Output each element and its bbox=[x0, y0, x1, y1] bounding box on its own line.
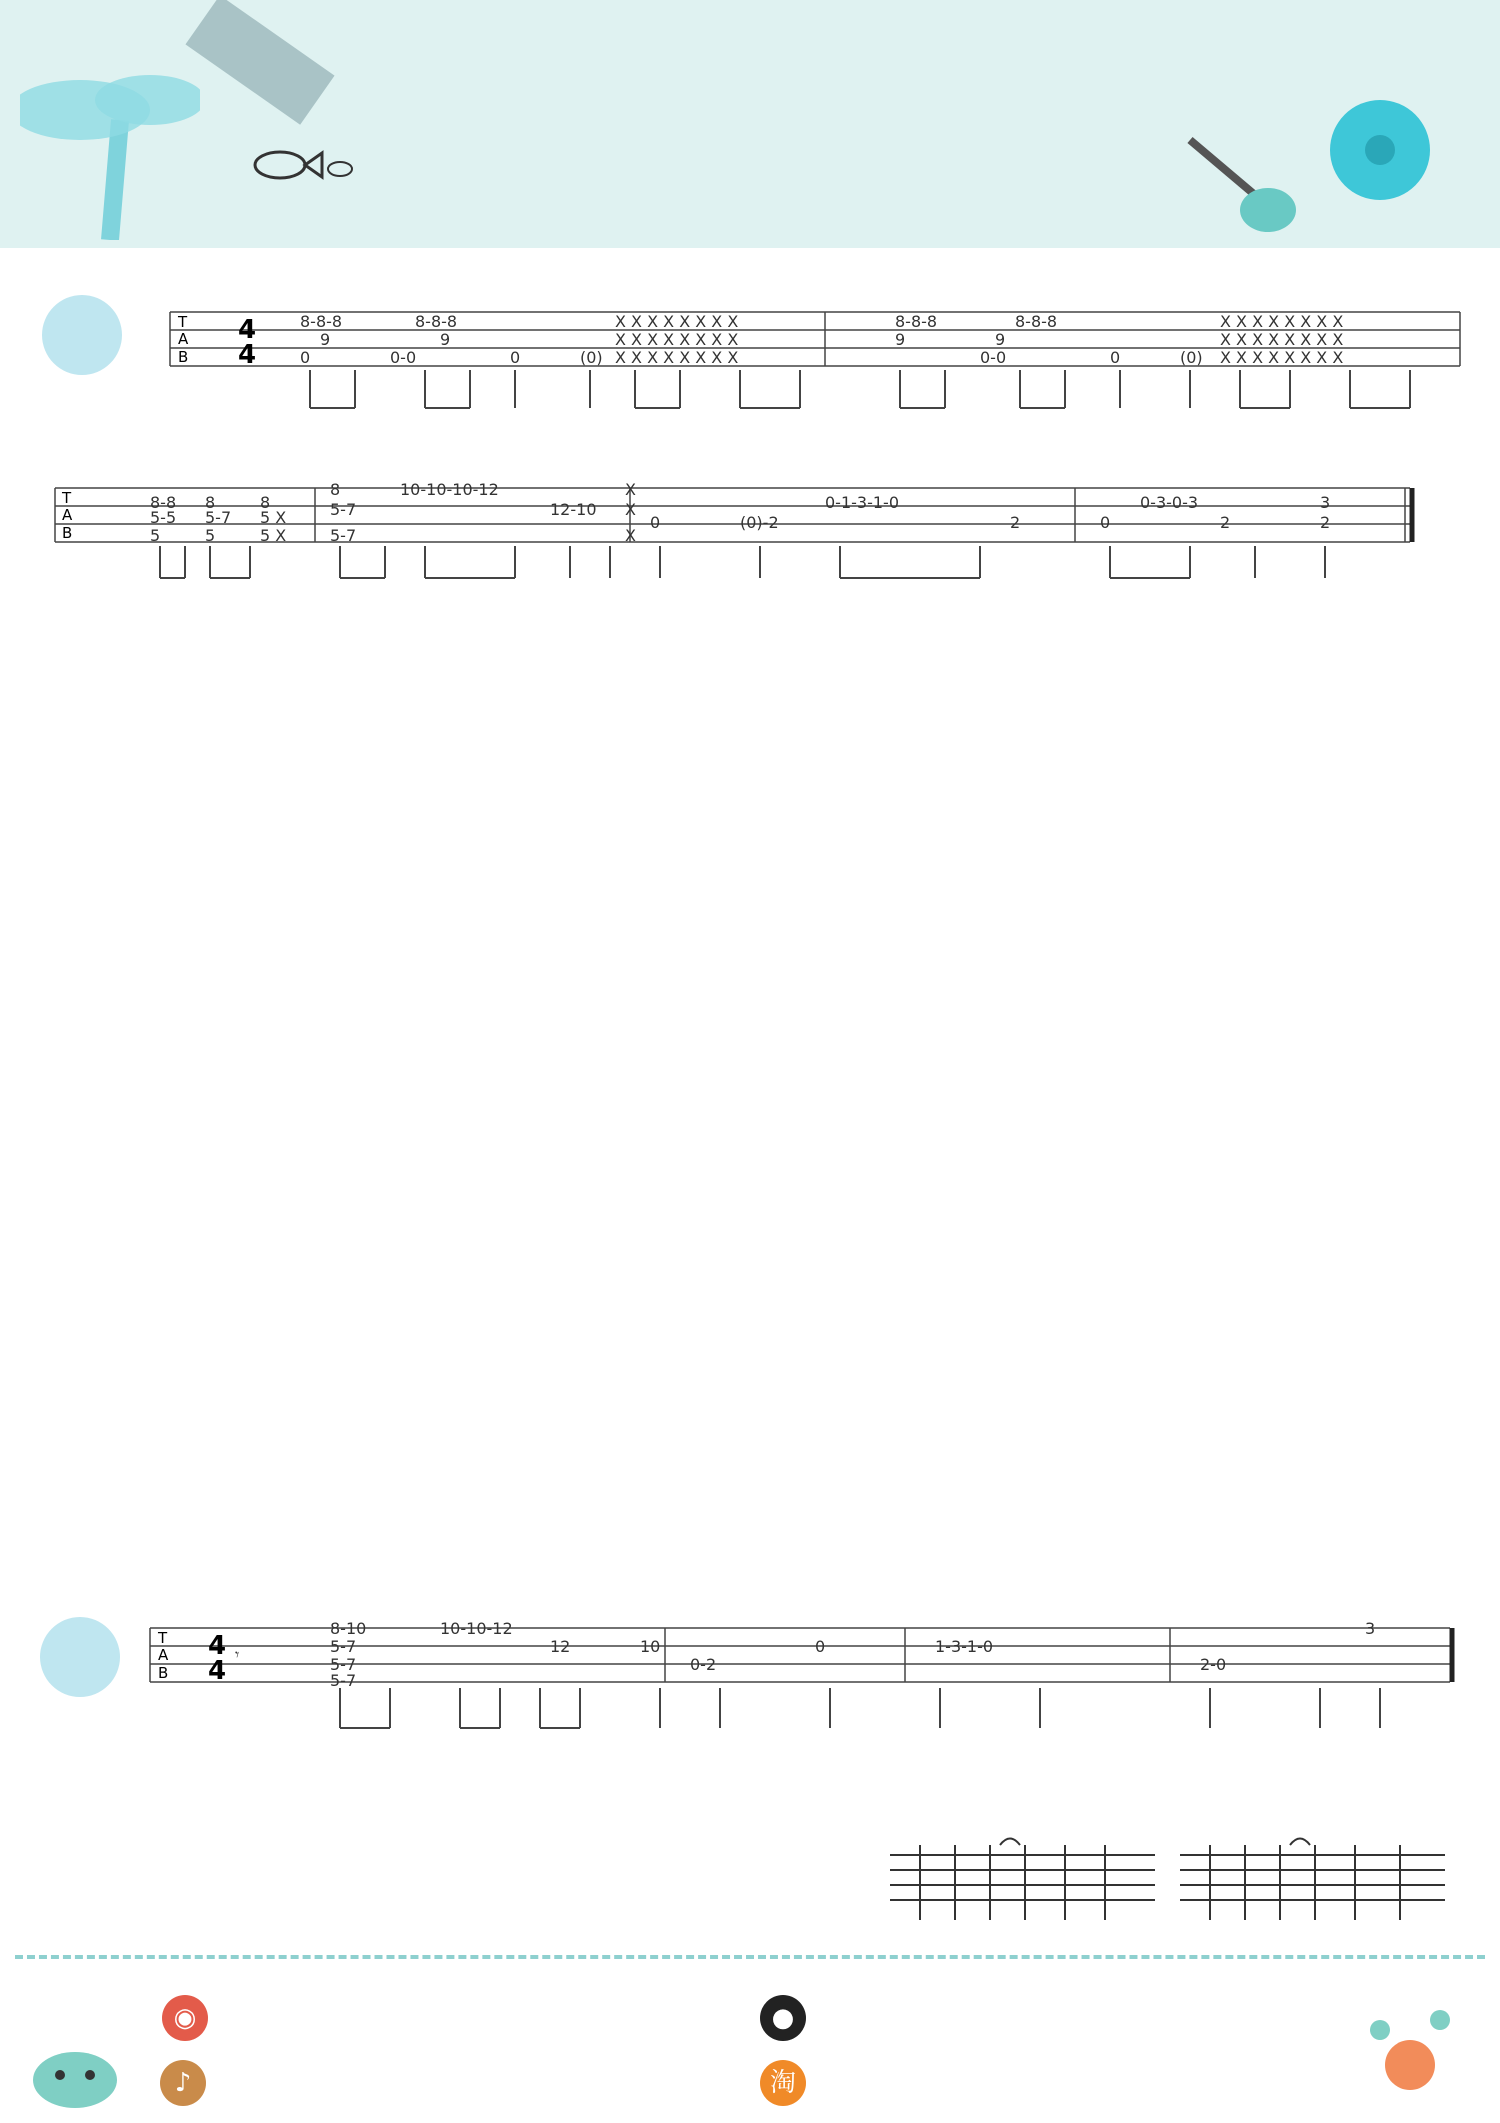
svg-text:9: 9 bbox=[995, 330, 1006, 349]
svg-text:T: T bbox=[178, 313, 188, 331]
svg-text:5-7: 5-7 bbox=[330, 1655, 357, 1674]
svg-text:10-10-10-12: 10-10-10-12 bbox=[400, 480, 499, 499]
svg-text:5: 5 bbox=[150, 526, 161, 545]
svg-text:3: 3 bbox=[1320, 493, 1331, 512]
svg-text:X X X X X X X X: X X X X X X X X bbox=[615, 312, 739, 331]
svg-text:4: 4 bbox=[238, 340, 257, 370]
intro-tab-staff-2 bbox=[50, 420, 1470, 590]
svg-text:5-7: 5-7 bbox=[330, 1637, 357, 1656]
ukulele-icon bbox=[1180, 130, 1300, 240]
svg-text:X X X X X X X X: X X X X X X X X bbox=[1220, 312, 1344, 331]
svg-text:B: B bbox=[178, 348, 189, 366]
svg-text:0: 0 bbox=[815, 1637, 826, 1656]
svg-text:A: A bbox=[62, 506, 73, 524]
svg-text:X X X X X X X X: X X X X X X X X bbox=[615, 348, 739, 367]
svg-text:0-3-0-3: 0-3-0-3 bbox=[1140, 493, 1199, 512]
fish-icon bbox=[250, 145, 360, 185]
svg-text:5-7: 5-7 bbox=[330, 1671, 357, 1690]
svg-text:T: T bbox=[62, 489, 72, 507]
svg-text:8-8-8: 8-8-8 bbox=[895, 312, 938, 331]
palm-tree-icon bbox=[20, 40, 200, 240]
svg-text:0: 0 bbox=[1100, 513, 1111, 532]
intro-tab-staff-1 bbox=[160, 260, 1470, 420]
taobao-icon: 淘 bbox=[760, 2060, 806, 2106]
svg-text:X: X bbox=[625, 480, 636, 499]
svg-text:A: A bbox=[158, 1646, 169, 1664]
svg-text:2-0: 2-0 bbox=[1200, 1655, 1227, 1674]
svg-text:X X X X X X X X: X X X X X X X X bbox=[615, 330, 739, 349]
svg-text:8: 8 bbox=[260, 493, 271, 512]
svg-text:8: 8 bbox=[205, 493, 216, 512]
strum-pattern-1 bbox=[890, 1830, 1160, 1930]
svg-text:8: 8 bbox=[330, 480, 341, 499]
svg-text:1-3-1-0: 1-3-1-0 bbox=[935, 1637, 994, 1656]
svg-text:0-0: 0-0 bbox=[390, 348, 417, 367]
svg-text:8-8-8: 8-8-8 bbox=[415, 312, 458, 331]
svg-text:2: 2 bbox=[1320, 513, 1331, 532]
svg-text:10: 10 bbox=[640, 1637, 661, 1656]
svg-text:3: 3 bbox=[1365, 1619, 1376, 1638]
footer-divider bbox=[15, 1955, 1485, 1959]
svg-text:4: 4 bbox=[238, 315, 257, 345]
svg-text:X X X X X X X X: X X X X X X X X bbox=[1220, 348, 1344, 367]
outro-label bbox=[40, 1617, 120, 1697]
svg-text:9: 9 bbox=[895, 330, 906, 349]
flower-decoration-icon bbox=[1340, 1970, 1480, 2110]
svg-text:A: A bbox=[178, 330, 189, 348]
hibiscus-flower-icon bbox=[1320, 90, 1440, 210]
svg-text:X X X X X X X X: X X X X X X X X bbox=[1220, 330, 1344, 349]
svg-text:5 X: 5 X bbox=[260, 508, 287, 527]
svg-text:5-7: 5-7 bbox=[330, 500, 357, 519]
svg-text:0: 0 bbox=[1110, 348, 1121, 367]
svg-text:5-5: 5-5 bbox=[150, 508, 177, 527]
svg-text:0: 0 bbox=[650, 513, 661, 532]
svg-text:4: 4 bbox=[208, 1656, 227, 1686]
svg-text:8-8: 8-8 bbox=[150, 493, 177, 512]
svg-text:B: B bbox=[62, 524, 73, 542]
svg-text:5-7: 5-7 bbox=[330, 526, 357, 545]
svg-text:0-0: 0-0 bbox=[980, 348, 1007, 367]
weibo-icon: ◉ bbox=[162, 1995, 208, 2041]
qq-penguin-icon: ● bbox=[760, 1995, 806, 2041]
svg-text:12: 12 bbox=[550, 1637, 571, 1656]
svg-text:9: 9 bbox=[320, 330, 331, 349]
svg-text:5-7: 5-7 bbox=[205, 508, 232, 527]
svg-text:8-10: 8-10 bbox=[330, 1619, 367, 1638]
svg-text:8-8-8: 8-8-8 bbox=[300, 312, 343, 331]
svg-text:𝄾: 𝄾 bbox=[235, 1645, 240, 1664]
svg-text:0: 0 bbox=[510, 348, 521, 367]
svg-text:4: 4 bbox=[208, 1631, 227, 1661]
strum-pattern-2 bbox=[1180, 1830, 1450, 1930]
svg-text:2: 2 bbox=[1220, 513, 1231, 532]
svg-text:(0): (0) bbox=[580, 348, 603, 367]
svg-text:0-2: 0-2 bbox=[690, 1655, 717, 1674]
svg-text:T: T bbox=[158, 1629, 168, 1647]
svg-text:(0)-2: (0)-2 bbox=[740, 513, 779, 532]
svg-text:10-10-12: 10-10-12 bbox=[440, 1619, 513, 1638]
svg-text:5 X: 5 X bbox=[260, 526, 287, 545]
intro-label bbox=[42, 295, 122, 375]
svg-text:2: 2 bbox=[1010, 513, 1021, 532]
svg-text:5: 5 bbox=[205, 526, 216, 545]
svg-text:(0): (0) bbox=[1180, 348, 1203, 367]
svg-text:8-8-8: 8-8-8 bbox=[1015, 312, 1058, 331]
outro-tab-staff bbox=[140, 1600, 1470, 1750]
svg-text:9: 9 bbox=[440, 330, 451, 349]
svg-text:X: X bbox=[625, 500, 636, 519]
ukulele-icon: ♪ bbox=[160, 2060, 206, 2106]
svg-text:B: B bbox=[158, 1664, 169, 1682]
svg-text:X: X bbox=[625, 526, 636, 545]
svg-text:0-1-3-1-0: 0-1-3-1-0 bbox=[825, 493, 899, 512]
svg-text:12-10: 12-10 bbox=[550, 500, 597, 519]
aloha-sign bbox=[185, 0, 334, 125]
cat-icon bbox=[25, 2030, 125, 2110]
svg-text:0: 0 bbox=[300, 348, 311, 367]
header-banner bbox=[0, 0, 1500, 248]
